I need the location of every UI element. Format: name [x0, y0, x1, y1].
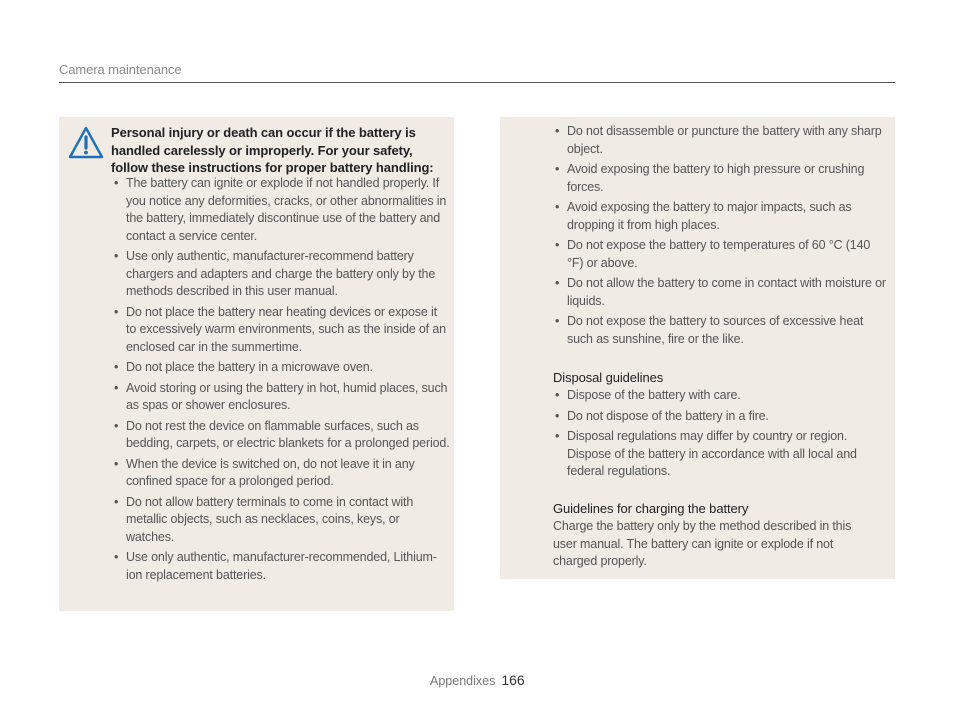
header-divider [59, 82, 895, 83]
list-item: • Do not expose the battery to sources of excessive heat such as sunshine, fire or the like. [553, 313, 887, 348]
disposal-list [553, 387, 887, 484]
warning-list [112, 175, 450, 587]
list-item: • Do not allow the battery to come in contact with moisture or liquids. [553, 275, 887, 310]
disposal-heading: Disposal guidelines [553, 370, 664, 385]
warning-triangle-icon [67, 125, 105, 161]
list-item: • Do not place the battery in a microwave oven. [112, 359, 450, 377]
list-item: • Avoid exposing the battery to major impacts, such as dropping it from high places. [553, 199, 887, 234]
footer-section-link[interactable]: Appendixes [430, 674, 496, 688]
list-item: • When the device is switched on, do not leave it in any confined space for a prolonged period. [112, 456, 450, 491]
list-item: • The battery can ignite or explode if not handled properly. If you notice any deformities, cracks, or other abnormalities in the battery, immediately discontinue use of the battery and contact a service center. [112, 175, 450, 245]
list-item: • Do not disassemble or puncture the battery with any sharp object. [553, 123, 887, 158]
list-item: • Do not allow battery terminals to come in contact with metallic objects, such as necklaces, coins, keys, or watches. [112, 494, 450, 547]
list-item: • Avoid exposing the battery to high pressure or crushing forces. [553, 161, 887, 196]
list-item: • Disposal regulations may differ by country or region. Dispose of the battery in accordance with all local and federal regulations. [553, 428, 887, 481]
list-item: • Use only authentic, manufacturer-recommended, Lithium-ion replacement batteries. [112, 549, 450, 584]
page-number: 166 [501, 672, 525, 688]
battery-safety-list [553, 123, 887, 351]
list-item: • Do not place the battery near heating devices or expose it to excessively warm environments, such as the inside of an enclosed car in the summertime. [112, 304, 450, 357]
list-item: • Avoid storing or using the battery in hot, humid places, such as spas or shower enclosures. [112, 380, 450, 415]
section-title: Camera maintenance [59, 62, 182, 77]
list-item: • Do not rest the device on flammable surfaces, such as bedding, carpets, or electric blankets for a prolonged period. [112, 418, 450, 453]
list-item: • Use only authentic, manufacturer-recommend battery chargers and adapters and charge the battery only by the methods described in this user manual. [112, 248, 450, 301]
warning-panel [59, 117, 454, 611]
charging-heading: Guidelines for charging the battery [553, 501, 749, 516]
battery-guidelines-panel [500, 117, 895, 579]
list-item: • Do not dispose of the battery in a fire. [553, 408, 887, 426]
list-item: • Do not expose the battery to temperatures of 60 °C (140 °F) or above. [553, 237, 887, 272]
charging-text: Charge the battery only by the method described in this user manual. The battery can ignite or explode if not charged properly. [553, 519, 852, 568]
page-footer [430, 672, 525, 688]
warning-heading: Personal injury or death can occur if the battery is handled carelessly or improperly. For your safety, follow these instructions for proper battery handling: [111, 125, 434, 175]
list-item: • Dispose of the battery with care. [553, 387, 887, 405]
